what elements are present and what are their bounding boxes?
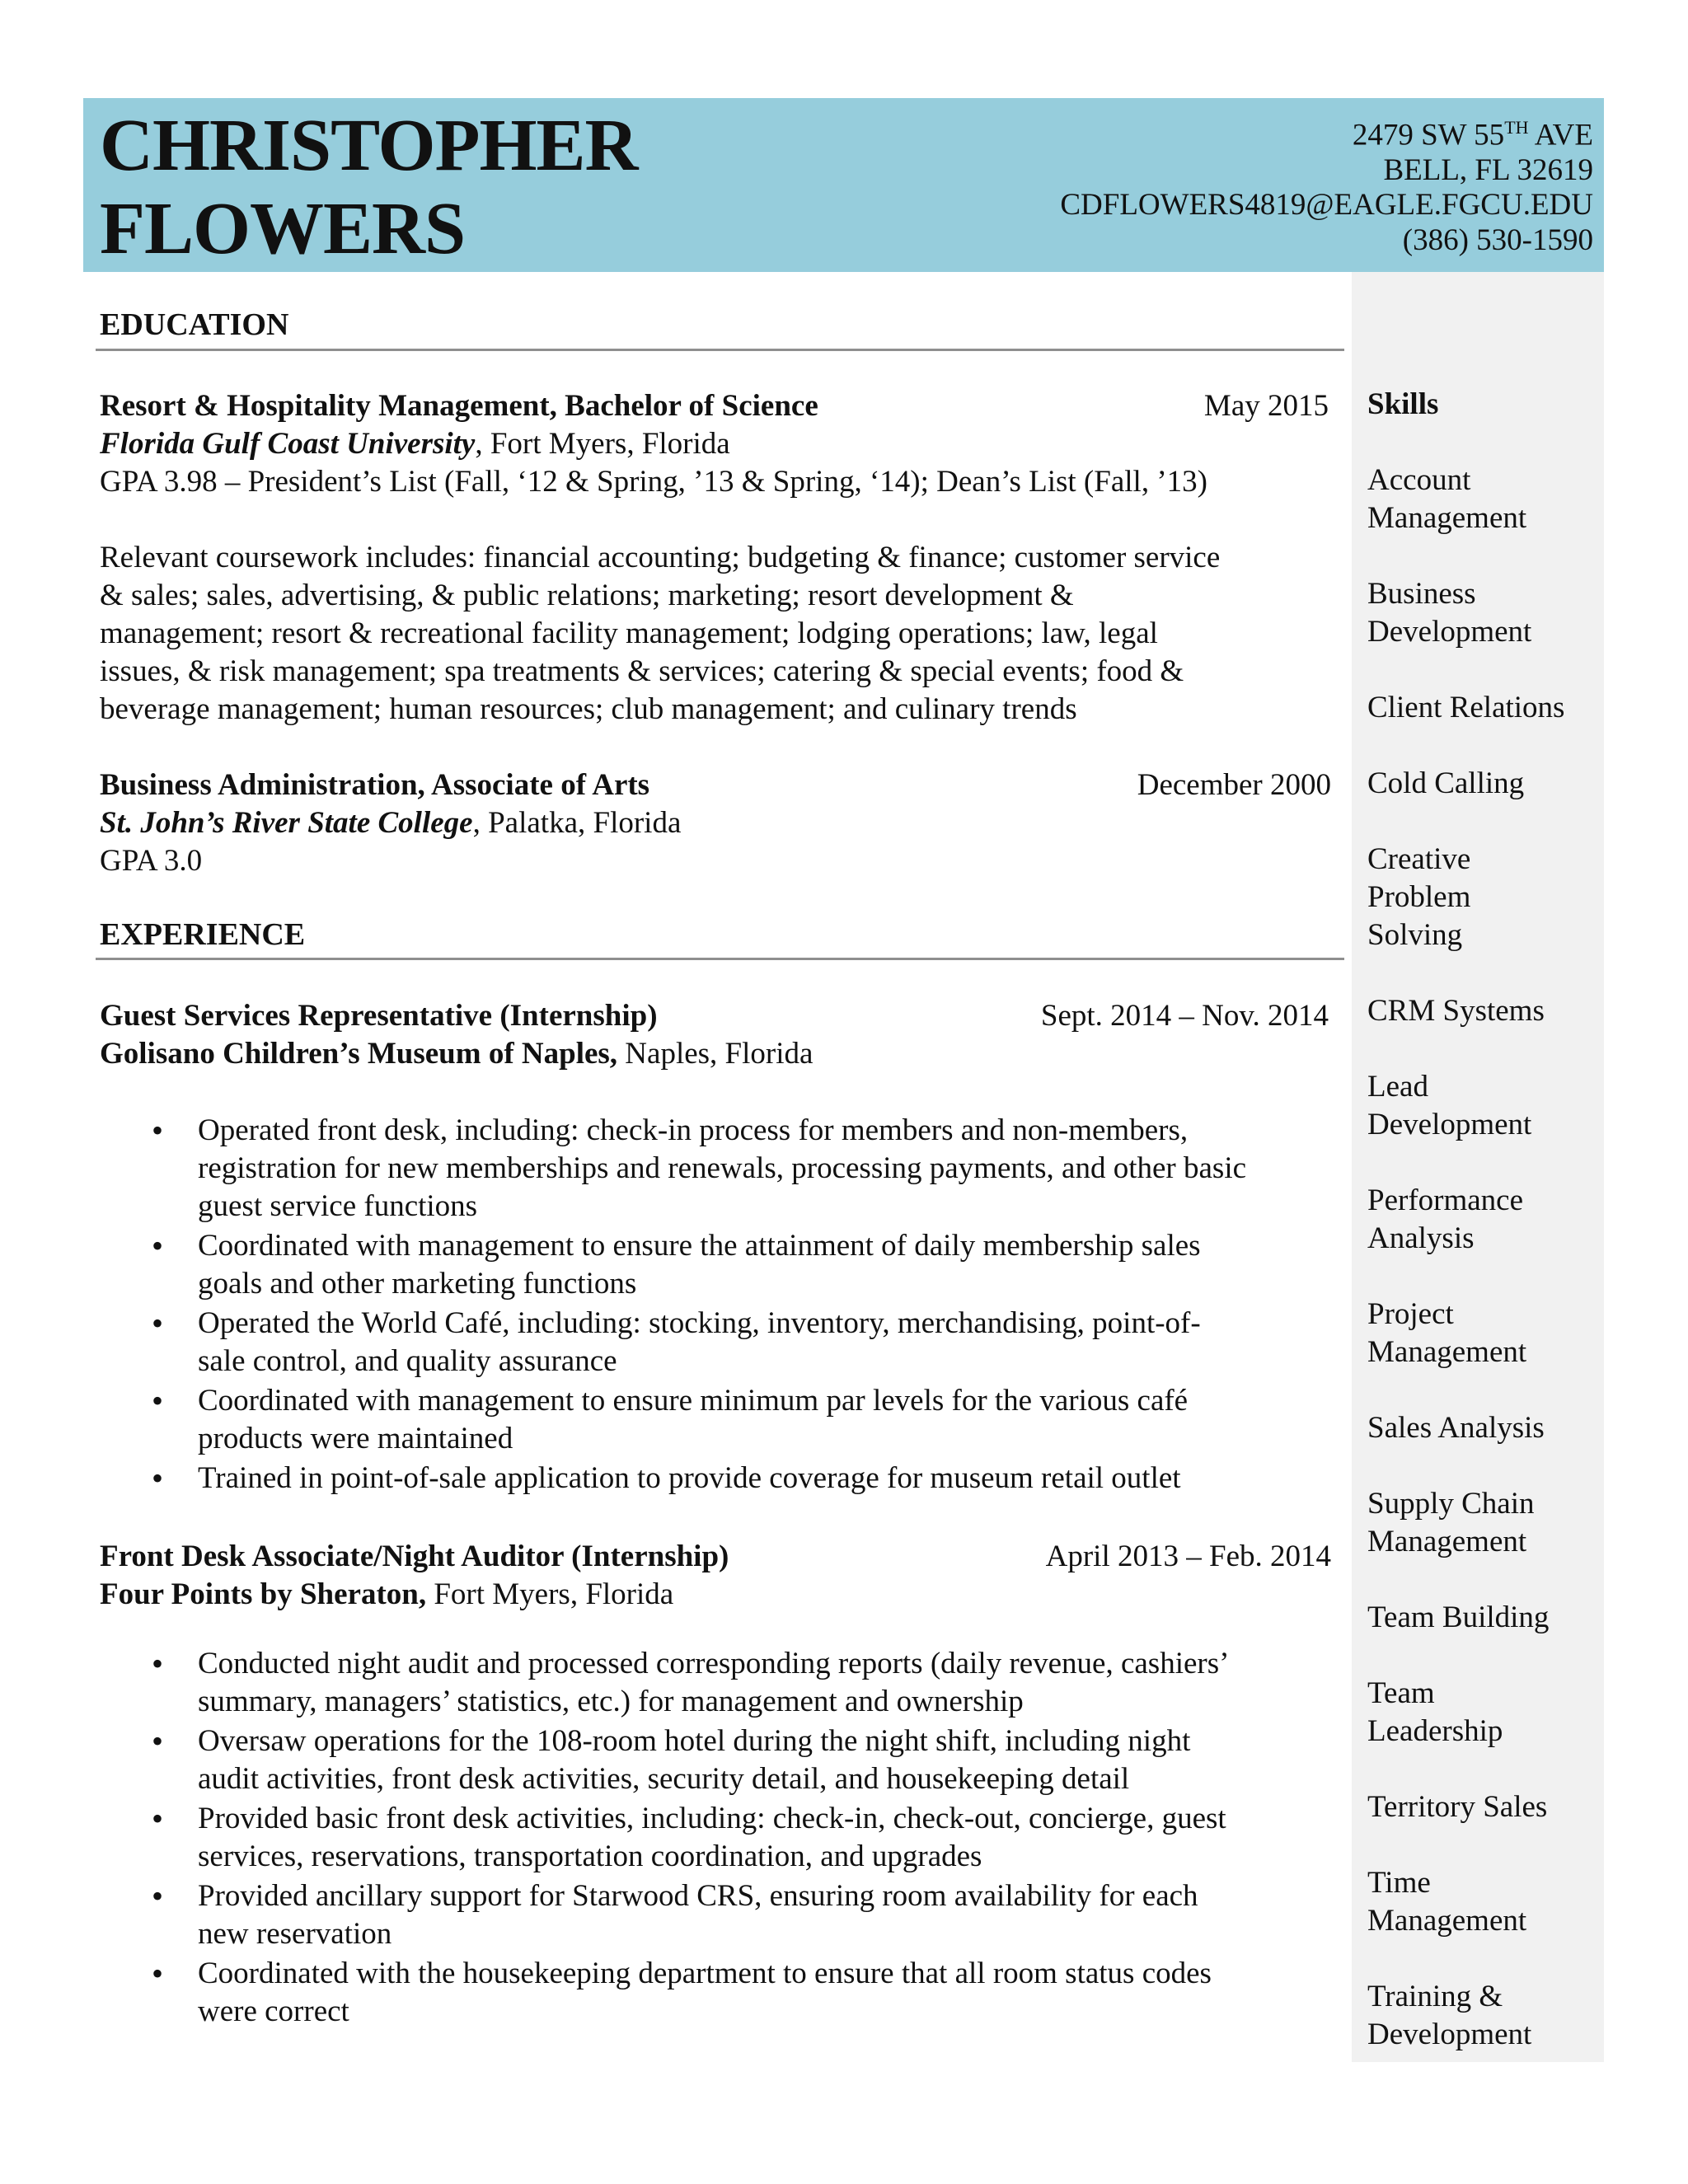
address-line-1 <box>851 110 1593 153</box>
address-street-name: AVE <box>1528 118 1593 152</box>
bullet-text: Conducted night audit and processed corresponding reports (daily revenue, cashiers’ <box>198 1647 1230 1680</box>
bullet-text: services, reservations, transportation coordination, and upgrades <box>198 1840 982 1873</box>
degree-1-location: , Fort Myers, Florida <box>475 427 730 461</box>
skill-item: Development <box>1367 615 1532 649</box>
skill-item: Account <box>1367 463 1471 497</box>
job-1-location: Naples, Florida <box>617 1037 814 1071</box>
job-1-employer-line <box>100 1035 813 1073</box>
bullet-dot: • <box>152 1227 164 1264</box>
skill-item: Territory Sales <box>1367 1790 1548 1824</box>
skill-item: Time <box>1367 1866 1431 1900</box>
skill-item: Cold Calling <box>1367 766 1525 800</box>
bullet-text: products were maintained <box>198 1422 513 1455</box>
degree-2-title: Business Administration, Associate of Arts <box>100 768 650 802</box>
address-street-number: 2479 SW 55 <box>1352 118 1505 152</box>
bullet-text: goals and other marketing functions <box>198 1267 637 1301</box>
experience-heading: EXPERIENCE <box>100 917 306 952</box>
bullet-text: Trained in point-of-sale application to provide coverage for museum retail outlet <box>198 1461 1181 1495</box>
job-2-date: April 2013 – Feb. 2014 <box>1045 1540 1331 1573</box>
skill-item: Solving <box>1367 918 1463 952</box>
skill-item: Development <box>1367 2018 1532 2051</box>
degree-2-date: December 2000 <box>1137 768 1331 802</box>
job-2-employer: Four Points by Sheraton, <box>100 1577 427 1611</box>
degree-2-school: St. John’s River State College <box>100 806 473 840</box>
job-1-title: Guest Services Representative (Internship) <box>100 999 658 1033</box>
bullet-text: Coordinated with management to ensure the attainment of daily membership sales <box>198 1229 1201 1263</box>
job-2-location: Fort Myers, Florida <box>426 1577 674 1611</box>
experience-divider <box>96 958 1344 960</box>
coursework-line: Relevant coursework includes: financial accounting; budgeting & finance; customer service <box>100 541 1221 574</box>
address-ordinal-suffix: TH <box>1504 117 1529 138</box>
bullet-text: Operated the World Café, including: stocking, inventory, merchandising, point-of- <box>198 1306 1201 1340</box>
skill-item: Training & <box>1367 1980 1503 2013</box>
skill-item: Supply Chain <box>1367 1487 1535 1521</box>
bullet-text: Coordinated with management to ensure minimum par levels for the various café <box>198 1384 1189 1418</box>
phone-number: (386) 530-1590 <box>1402 223 1593 257</box>
degree-2-school-line <box>100 804 681 842</box>
skill-item: Management <box>1367 1904 1527 1938</box>
job-2-employer-line <box>100 1576 673 1614</box>
coursework-line: beverage management; human resources; club management; and culinary trends <box>100 692 1077 726</box>
skill-item: Project <box>1367 1297 1454 1331</box>
skill-item: Leadership <box>1367 1714 1503 1748</box>
bullet-text: registration for new memberships and renewals, processing payments, and other basic <box>198 1151 1247 1185</box>
bullet-dot: • <box>152 1877 164 1915</box>
contact-block <box>851 110 1593 258</box>
bullet-dot: • <box>152 1460 164 1497</box>
bullet-text: audit activities, front desk activities, security detail, and housekeeping detail <box>198 1762 1130 1796</box>
bullet-dot: • <box>152 1382 164 1419</box>
degree-2-location: , Palatka, Florida <box>472 806 682 840</box>
bullet-dot: • <box>152 1955 164 1992</box>
bullet-text: Provided ancillary support for Starwood CRS, ensuring room availability for each <box>198 1879 1198 1913</box>
degree-2-gpa: GPA 3.0 <box>100 844 203 878</box>
education-divider <box>96 349 1344 351</box>
bullet-dot: • <box>152 1645 164 1682</box>
name-line-1: CHRISTOPHER <box>100 105 638 186</box>
skill-item: Creative <box>1367 842 1471 876</box>
bullet-dot: • <box>152 1800 164 1837</box>
skill-item: Management <box>1367 1335 1527 1369</box>
bullet-text: were correct <box>198 1994 349 2028</box>
skill-item: Business <box>1367 577 1476 611</box>
bullet-text: summary, managers’ statistics, etc.) for management and ownership <box>198 1685 1024 1718</box>
degree-1-gpa: GPA 3.98 – President’s List (Fall, ‘12 & Spring, ’13 & Spring, ‘14); Dean’s List (Fall, ’13) <box>100 465 1207 499</box>
bullet-text: guest service functions <box>198 1189 478 1223</box>
job-1-employer: Golisano Children’s Museum of Naples, <box>100 1037 618 1071</box>
job-1-date: Sept. 2014 – Nov. 2014 <box>1040 999 1329 1033</box>
skill-item: Management <box>1367 501 1527 535</box>
skill-item: Lead <box>1367 1070 1428 1104</box>
bullet-text: Coordinated with the housekeeping department to ensure that all room status codes <box>198 1957 1212 1990</box>
address-line-2: BELL, FL 32619 <box>1383 152 1593 187</box>
skill-item: Team Building <box>1367 1601 1550 1634</box>
candidate-name <box>100 104 638 270</box>
skill-item: Management <box>1367 1525 1527 1558</box>
bullet-dot: • <box>152 1722 164 1760</box>
degree-1-title: Resort & Hospitality Management, Bachelor of Science <box>100 389 818 423</box>
bullet-dot: • <box>152 1112 164 1149</box>
skill-item: Team <box>1367 1676 1435 1710</box>
bullet-text: new reservation <box>198 1917 392 1951</box>
bullet-text: Provided basic front desk activities, including: check-in, check-out, concierge, guest <box>198 1802 1226 1835</box>
coursework-line: management; resort & recreational facility management; lodging operations; law, legal <box>100 616 1158 650</box>
skill-item: Problem <box>1367 880 1471 914</box>
degree-1-school: Florida Gulf Coast University <box>100 427 476 461</box>
skill-item: Sales Analysis <box>1367 1411 1545 1445</box>
degree-1-date: May 2015 <box>1203 389 1329 423</box>
name-line-2: FLOWERS <box>100 188 466 269</box>
bullet-text: Operated front desk, including: check-in process for members and non-members, <box>198 1113 1189 1147</box>
skill-item: CRM Systems <box>1367 994 1545 1028</box>
education-heading: EDUCATION <box>100 307 289 342</box>
coursework-line: & sales; sales, advertising, & public relations; marketing; resort development & <box>100 579 1074 612</box>
skill-item: Analysis <box>1367 1221 1475 1255</box>
coursework-line: issues, & risk management; spa treatments & services; catering & special events; food & <box>100 654 1184 688</box>
email-address[interactable]: CDFLOWERS4819@EAGLE.FGCU.EDU <box>1060 188 1593 223</box>
bullet-text: sale control, and quality assurance <box>198 1344 617 1378</box>
skill-item: Client Relations <box>1367 691 1565 724</box>
skill-item: Performance <box>1367 1183 1524 1217</box>
skill-item: Development <box>1367 1108 1532 1141</box>
bullet-dot: • <box>152 1305 164 1342</box>
skills-heading: Skills <box>1367 387 1439 421</box>
job-2-title: Front Desk Associate/Night Auditor (Internship) <box>100 1540 729 1573</box>
bullet-text: Oversaw operations for the 108-room hotel during the night shift, including night <box>198 1724 1191 1758</box>
degree-1-school-line <box>100 425 730 463</box>
